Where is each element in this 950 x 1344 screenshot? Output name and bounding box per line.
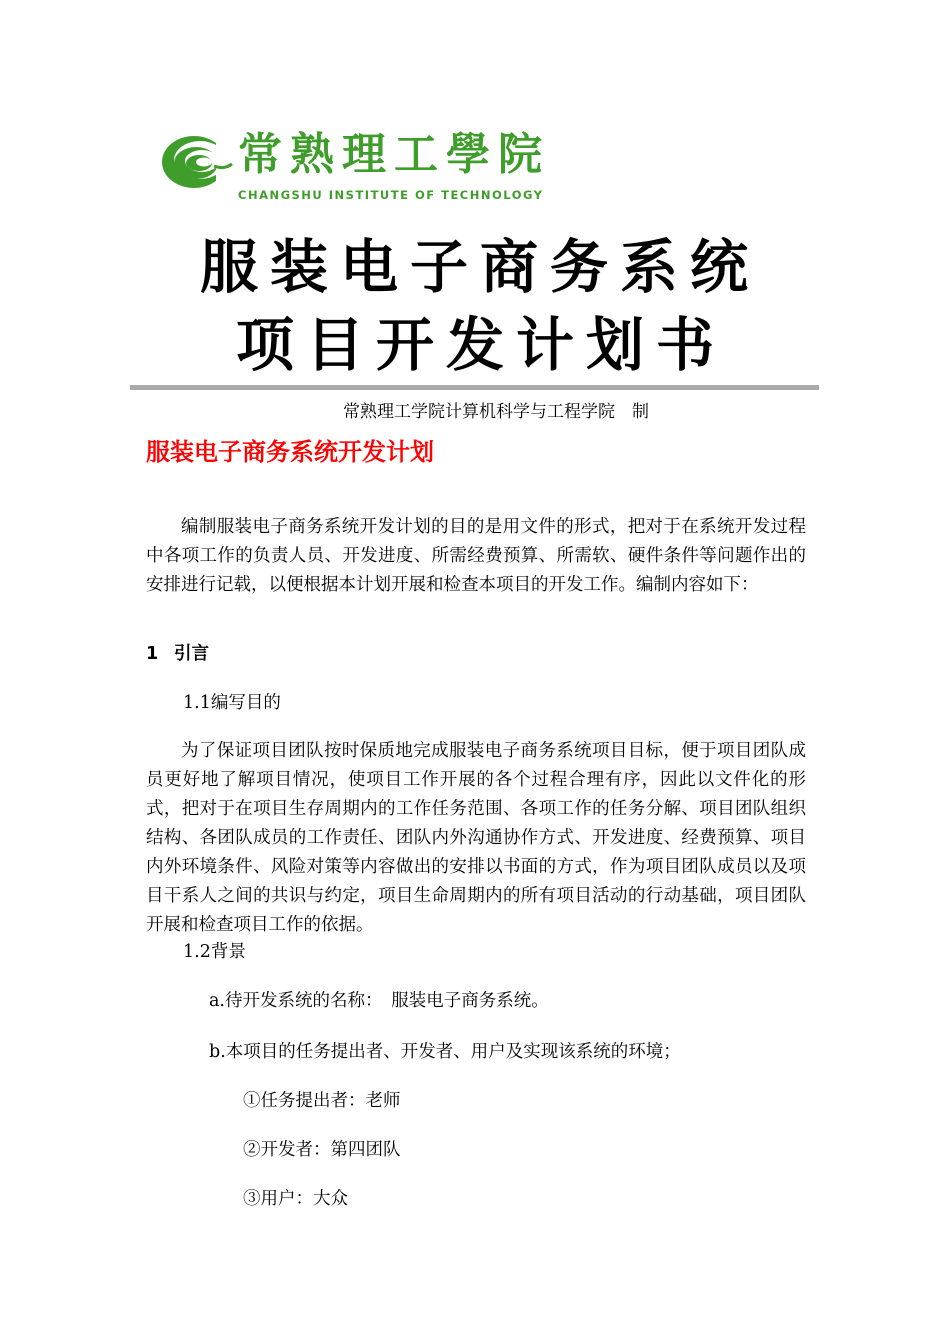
subsection-title-background: 1.2背景 bbox=[183, 942, 246, 962]
cover-title-line-2: 项目开发计划书 bbox=[235, 311, 726, 379]
section-heading-introduction bbox=[146, 640, 209, 668]
list-item-stakeholders: b.本项目的任务提出者、开发者、用户及实现该系统的环境； bbox=[209, 1042, 681, 1062]
list-item-user: ③用户：大众 bbox=[243, 1189, 348, 1209]
list-item-task-proposer: ①任务提出者：老师 bbox=[243, 1091, 401, 1111]
title-divider bbox=[130, 385, 819, 390]
intro-paragraph: 编制服装电子商务系统开发计划的目的是用文件的形式，把对于在系统开发过程中各项工作的负责人员、开发进度、所需经费预算、所需软、硬件条件等问题作出的安排进行记载，以便根据本计划开展和检查本项目的开发工作。编制内容如下： bbox=[146, 517, 806, 595]
list-item-developer: ②开发者：第四团队 bbox=[243, 1140, 401, 1160]
institute-logo bbox=[160, 122, 550, 208]
document-heading: 服装电子商务系统开发计划 bbox=[146, 438, 434, 466]
cover-title-line-1: 服装电子商务系统 bbox=[199, 233, 760, 301]
subsection-title-purpose: 1.1编写目的 bbox=[183, 693, 281, 713]
purpose-paragraph: 为了保证项目团队按时保质地完成服装电子商务系统项目目标，便于项目团队成员更好地了解项目情况，使项目工作开展的各个过程合理有序，因此以文件化的形式，把对于在项目生存周期内的工作任务范围、各项工作的任务分解、项目团队组织结构、各团队成员的工作责任、团队内外沟通协作方式、开发进度、经费预算、项目内外环境条件、风险对策等内容做出的安排以书面的方式，作为项目团队成员以及项目干系人之间的共识与约定，项目生命周期内的所有项目活动的行动基础，项目团队开展和检查项目工作的依据。 bbox=[146, 741, 806, 935]
swirl-emblem-icon bbox=[160, 126, 236, 198]
section-title: 引言 bbox=[174, 644, 209, 664]
section-number: 1 bbox=[146, 644, 159, 664]
list-item-system-name: a.待开发系统的名称： 服装电子商务系统。 bbox=[209, 991, 549, 1011]
publisher-line: 常熟理工学院计算机科学与工程学院 制 bbox=[343, 402, 649, 422]
logo-chinese-name: 常熟理工學院 bbox=[238, 129, 550, 180]
logo-english-name: CHANGSHU INSTITUTE OF TECHNOLOGY bbox=[238, 188, 544, 202]
